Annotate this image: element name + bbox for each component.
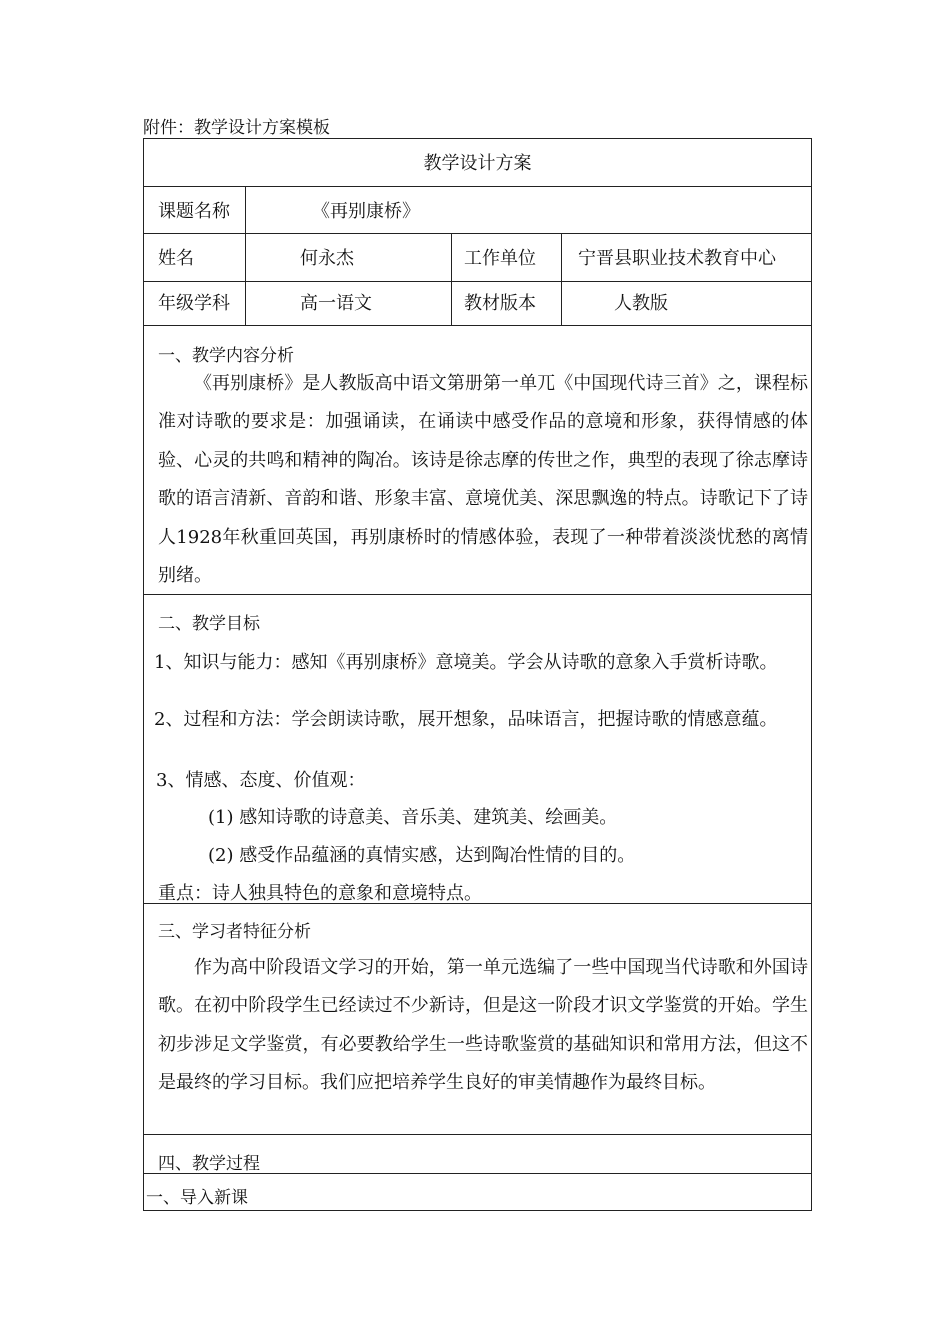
objective-item-2: 2、过程和方法：学会朗读诗歌，展开想象，品味语言，把握诗歌的情感意蕴。 (154, 709, 778, 730)
column-divider (245, 186, 246, 325)
teaching-design-table (143, 138, 812, 1211)
process-step-1: 一、导入新课 (146, 1188, 248, 1208)
unit-value: 宁晋县职业技术教育中心 (578, 248, 776, 269)
edition-value: 人教版 (614, 293, 668, 314)
learner-analysis-heading: 三、学习者特征分析 (158, 922, 311, 942)
name-value: 何永杰 (300, 248, 354, 269)
content-analysis-heading: 一、教学内容分析 (158, 346, 294, 366)
attachment-label: 附件：教学设计方案模板 (143, 118, 330, 138)
process-heading: 四、教学过程 (158, 1154, 260, 1174)
learner-analysis-body: 作为高中阶段语文学习的开始，第一单元选编了一些中国现当代诗歌和外国诗歌。在初中阶段学生已经读过不少新诗，但是这一阶段才识文学鉴赏的开始。学生初步涉足文学鉴赏，有必要教给学生一些诗歌鉴赏的基础知识和常用方法，但这不是最终的学习目标。我们应把培养学生良好的审美情趣作为最终目标。 (158, 957, 808, 1094)
grade-label: 年级学科 (158, 293, 230, 314)
edition-label: 教材版本 (464, 293, 536, 314)
column-divider (561, 233, 562, 325)
table-title: 教学设计方案 (423, 153, 532, 174)
unit-label: 工作单位 (464, 248, 536, 269)
topic-value: 《再别康桥》 (312, 201, 420, 222)
objective-sub-1: (1) 感知诗歌的诗意美、音乐美、建筑美、绘画美。 (208, 807, 618, 828)
row-divider (144, 1134, 811, 1135)
content-analysis-body: 《再别康桥》是人教版高中语文第册第一单兀《中国现代诗三首》之，课程标准对诗歌的要求是：加强诵读，在诵读中感受作品的意境和形象，获得情感的体验、心灵的共鸣和精神的陶冶。该诗是徐志摩的传世之作，典型的表现了徐志摩诗歌的语言清新、音韵和谐、形象丰富、意境优美、深思飘逸的特点。诗歌记下了诗人1928年秋重回英国，再别康桥时的情感体验，表现了一种带着淡淡忧愁的离情别绪。 (158, 373, 808, 587)
objective-sub-2: (2) 感受作品蕴涵的真情实感，达到陶冶性情的目的。 (208, 845, 636, 866)
key-point: 重点：诗人独具特色的意象和意境特点。 (158, 883, 482, 904)
objective-item-3: 3、情感、态度、价值观： (156, 770, 366, 791)
row-divider (144, 325, 811, 326)
name-label: 姓名 (158, 248, 194, 269)
grade-value: 高一语文 (300, 293, 372, 314)
objectives-heading: 二、教学目标 (158, 614, 260, 634)
column-divider (451, 233, 452, 325)
topic-label: 课题名称 (158, 201, 230, 222)
objective-item-1: 1、知识与能力：感知《再别康桥》意境美。学会从诗歌的意象入手赏析诗歌。 (154, 652, 778, 673)
